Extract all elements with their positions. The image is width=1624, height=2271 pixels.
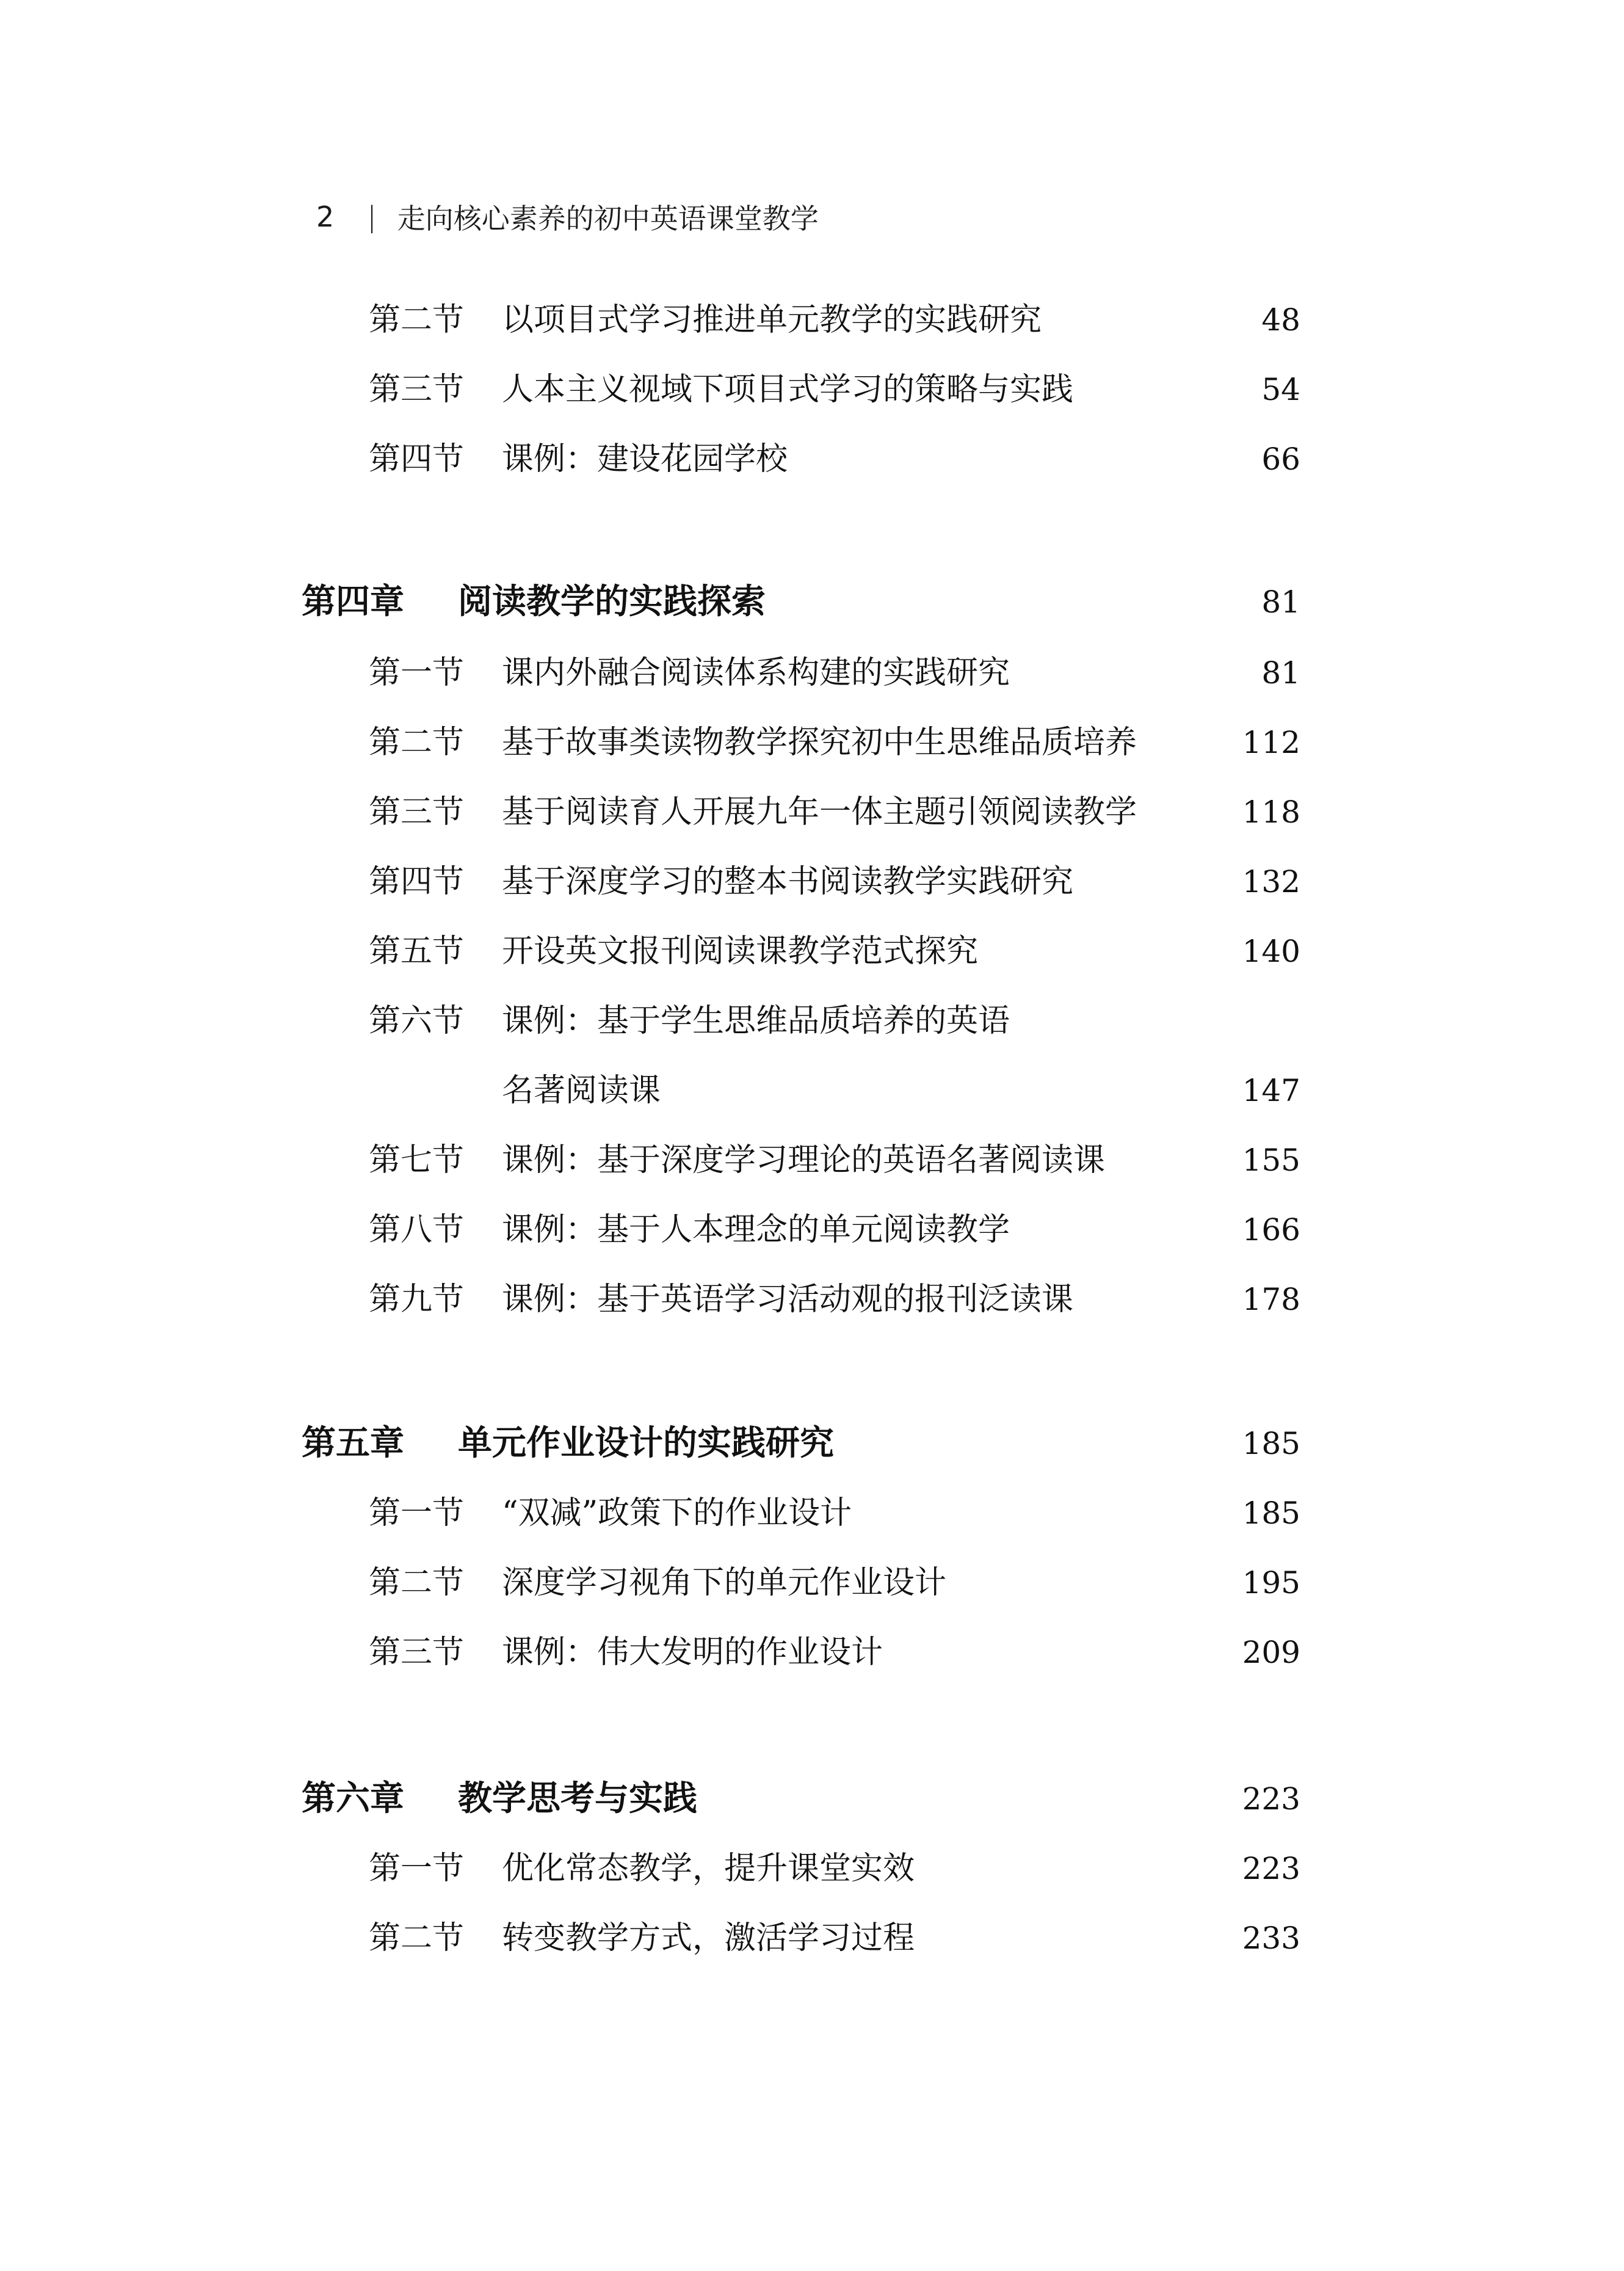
section-title: 基于阅读育人开展九年一体主题引领阅读教学	[502, 794, 1137, 830]
section-title: 深度学习视角下的单元作业设计	[502, 1564, 947, 1601]
toc-chapter[interactable]	[0, 1413, 1624, 1474]
section-title: 基于深度学习的整本书阅读教学实践研究	[502, 863, 1074, 900]
toc-chapter[interactable]	[0, 572, 1624, 633]
section-label: 第三节	[369, 371, 465, 408]
page-ref: 178	[1242, 1282, 1300, 1317]
section-title: 课例：基于英语学习活动观的报刊泛读课	[502, 1281, 1074, 1318]
toc-section[interactable]	[0, 642, 1624, 703]
section-title: 课例：基于学生思维品质培养的英语	[502, 1003, 1010, 1039]
section-title: 课例：伟大发明的作业设计	[502, 1634, 883, 1671]
section-title: 人本主义视域下项目式学习的策略与实践	[502, 371, 1074, 408]
toc-section[interactable]	[0, 359, 1624, 420]
page-ref: 81	[1261, 655, 1300, 691]
chapter-title: 教学思考与实践	[458, 1779, 697, 1819]
page-ref: 185	[1242, 1495, 1300, 1531]
section-label: 第二节	[369, 1920, 465, 1957]
page-ref: 223	[1242, 1781, 1300, 1817]
page-ref: 140	[1242, 934, 1300, 969]
section-title: 开设英文报刊阅读课教学范式探究	[502, 933, 979, 970]
page-ref: 54	[1261, 372, 1300, 407]
section-label: 第二节	[369, 302, 465, 338]
section-title: 课内外融合阅读体系构建的实践研究	[502, 655, 1010, 691]
section-label: 第三节	[369, 794, 465, 830]
toc-section[interactable]	[0, 1130, 1624, 1191]
toc-section[interactable]	[0, 782, 1624, 843]
page-ref: 185	[1242, 1426, 1300, 1461]
toc-section[interactable]	[0, 921, 1624, 982]
section-label: 第一节	[369, 655, 465, 691]
section-label: 第七节	[369, 1142, 465, 1179]
page-ref: 81	[1261, 584, 1300, 620]
toc-section-continuation[interactable]	[0, 1060, 1624, 1121]
toc-section[interactable]	[0, 1483, 1624, 1544]
section-label: 第四节	[369, 441, 465, 478]
toc-section[interactable]	[0, 1622, 1624, 1683]
section-title: 课例：建设花园学校	[502, 441, 788, 478]
section-label: 第一节	[369, 1850, 465, 1887]
section-title: 以项目式学习推进单元教学的实践研究	[502, 302, 1042, 338]
page-ref: 147	[1242, 1073, 1300, 1108]
header-separator: |	[367, 200, 377, 233]
page-ref: 223	[1242, 1851, 1300, 1886]
section-title: 课例：基于人本理念的单元阅读教学	[502, 1212, 1010, 1248]
toc-chapter[interactable]	[0, 1768, 1624, 1830]
chapter-label: 第四章	[302, 582, 404, 622]
section-title: 转变教学方式，激活学习过程	[502, 1920, 915, 1957]
section-title: 基于故事类读物教学探究初中生思维品质培养	[502, 724, 1137, 761]
toc-section[interactable]	[0, 990, 1624, 1052]
page-ref: 48	[1261, 302, 1300, 338]
toc-section[interactable]	[0, 712, 1624, 773]
page-number: 2	[316, 200, 335, 233]
chapter-title: 阅读教学的实践探索	[458, 582, 766, 622]
toc-section[interactable]	[0, 289, 1624, 351]
page-ref: 209	[1242, 1635, 1300, 1670]
running-head	[316, 194, 819, 239]
toc-section[interactable]	[0, 1838, 1624, 1899]
page-ref: 112	[1242, 725, 1300, 760]
section-title: 课例：基于深度学习理论的英语名著阅读课	[502, 1142, 1106, 1179]
chapter-label: 第六章	[302, 1779, 404, 1819]
page-ref: 66	[1261, 441, 1300, 477]
chapter-label: 第五章	[302, 1423, 404, 1463]
toc-section[interactable]	[0, 1908, 1624, 1969]
page-ref: 155	[1242, 1143, 1300, 1178]
page-ref: 166	[1242, 1212, 1300, 1248]
page-ref: 132	[1242, 864, 1300, 899]
section-label: 第六节	[369, 1003, 465, 1039]
section-title: 优化常态教学，提升课堂实效	[502, 1850, 915, 1887]
section-title: “双减”政策下的作业设计	[502, 1495, 852, 1532]
chapter-title: 单元作业设计的实践研究	[458, 1423, 834, 1463]
section-label: 第九节	[369, 1281, 465, 1318]
section-label: 第二节	[369, 724, 465, 761]
page-ref: 195	[1242, 1565, 1300, 1601]
section-label: 第五节	[369, 933, 465, 970]
section-title: 名著阅读课	[502, 1072, 661, 1109]
section-label: 第三节	[369, 1634, 465, 1671]
page-ref: 118	[1242, 794, 1300, 830]
book-title: 走向核心素养的初中英语课堂教学	[397, 202, 819, 235]
toc-section[interactable]	[0, 1552, 1624, 1613]
toc-section[interactable]	[0, 851, 1624, 912]
toc-section[interactable]	[0, 429, 1624, 490]
section-label: 第八节	[369, 1212, 465, 1248]
section-label: 第一节	[369, 1495, 465, 1532]
section-label: 第二节	[369, 1564, 465, 1601]
page-ref: 233	[1242, 1920, 1300, 1956]
section-label: 第四节	[369, 863, 465, 900]
toc-section[interactable]	[0, 1199, 1624, 1260]
toc-section[interactable]	[0, 1269, 1624, 1330]
